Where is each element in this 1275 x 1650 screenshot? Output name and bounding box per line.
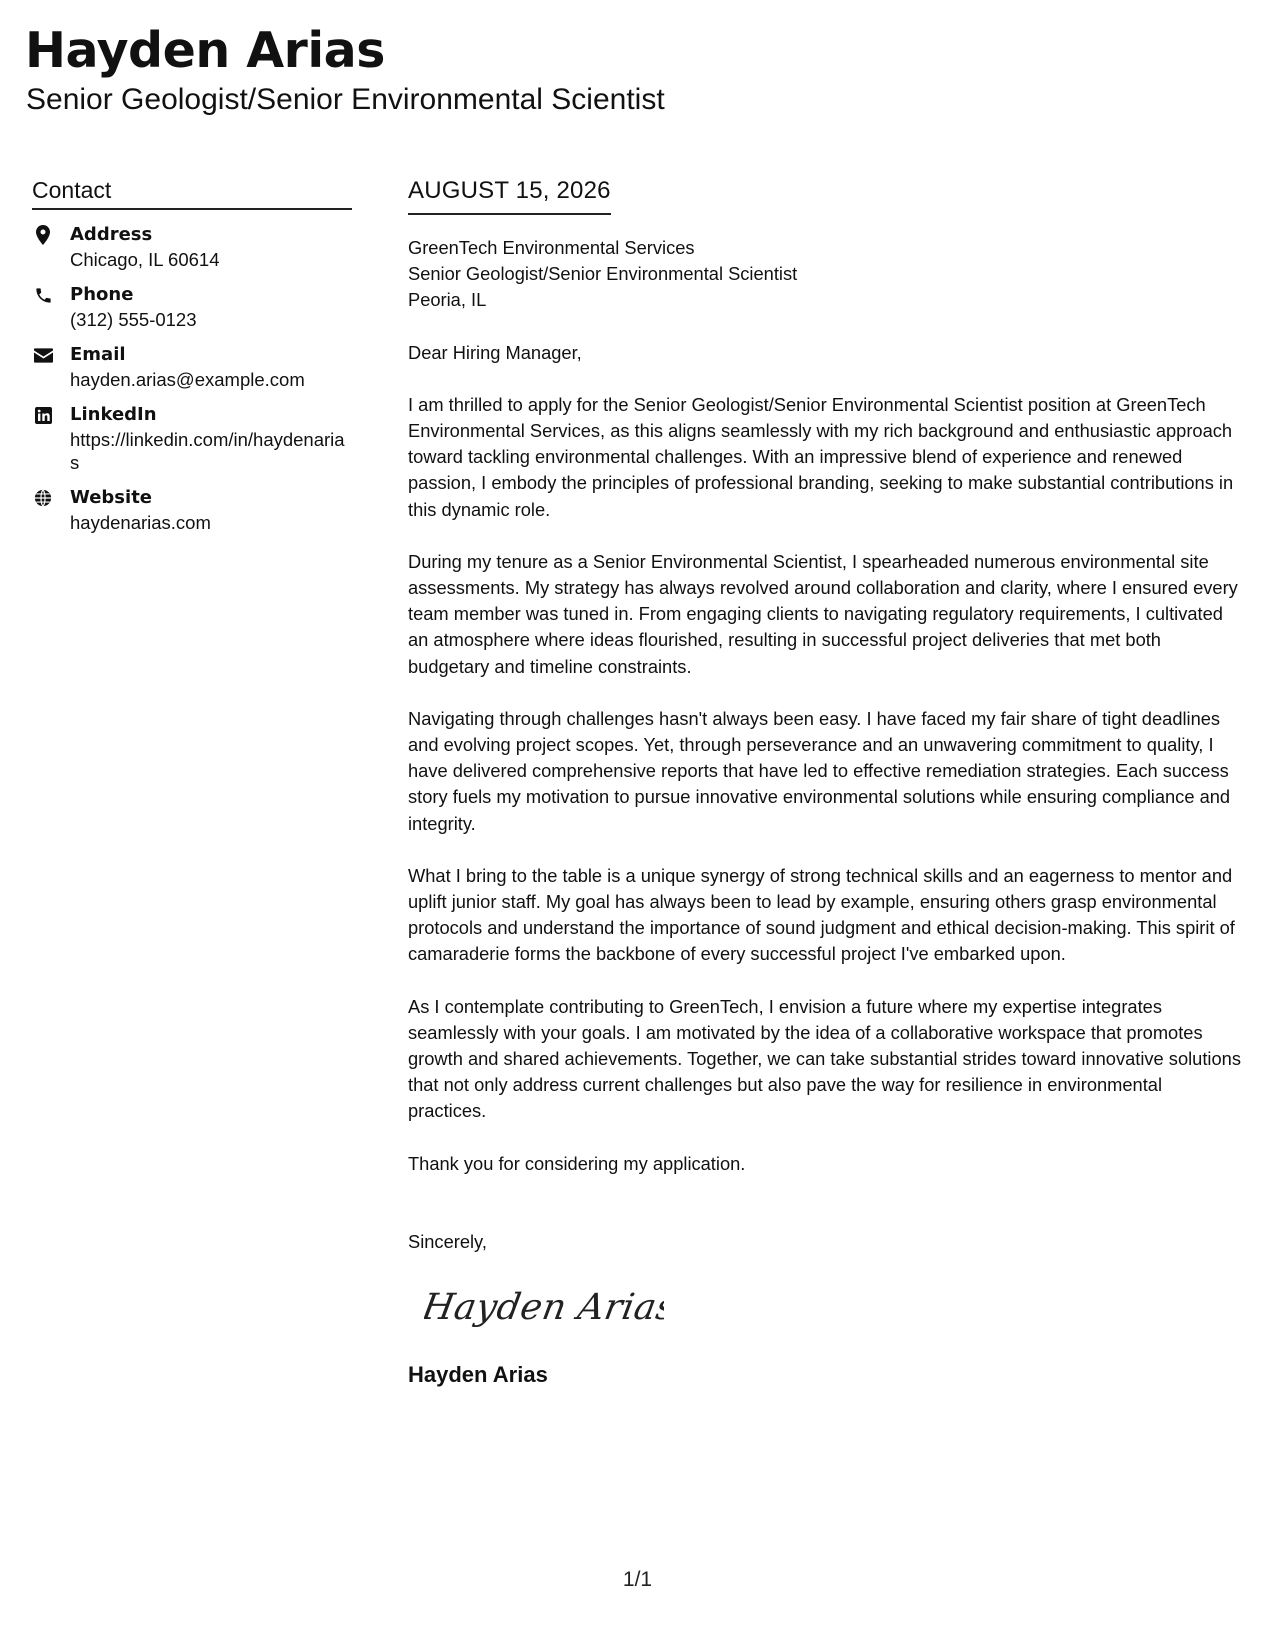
thanks-line: Thank you for considering my application. [408,1152,746,1174]
salutation: Dear Hiring Manager, [408,341,582,363]
map-pin-icon [32,225,54,245]
envelope-icon [32,345,54,365]
contact-website [32,485,352,534]
phone-icon [32,285,54,305]
applicant-title: Senior Geologist/Senior Environmental Scientist [26,83,665,116]
globe-icon [32,488,54,508]
paragraph: What I bring to the table is a unique synergy of strong technical skills and an eagerness to mentor and uplift junior staff. My goal has always been to lead by example, ensuring others grasp environmental protocols and understand the importance of sound judgment and ethical decision-making. This spirit of camaraderie forms the backbone of every successful project I've embarked upon. [408,864,1235,965]
contact-address [32,222,352,271]
contact-value[interactable]: hayden.arias@example.com [70,369,305,390]
closing: Sincerely, [408,1230,487,1252]
paragraph: During my tenure as a Senior Environmental Scientist, I spearheaded numerous environmental site assessments. My strategy has always revolved around collaboration and clarity, where I ensured every team member was tuned in. From engaging clients to navigating regulatory requirements, I cultivated an atmosphere where ideas flourished, resulting in successful project deliveries that met both budgetary and timeline constraints. [408,550,1238,677]
paragraph: I am thrilled to apply for the Senior Geologist/Senior Environmental Scientist position at GreenTech Environmental Services, as this aligns seamlessly with my rich background and enthusiastic approach toward tackling environmental challenges. With an impressive blend of experience and renewed passion, I embody the principles of professional branding, seeking to make substantial contributions in this dynamic role. [408,393,1234,520]
contact-sidebar [32,176,352,545]
signer-name: Hayden Arias [408,1362,548,1388]
linkedin-icon [32,405,54,425]
contact-email [32,342,352,391]
contact-value: (312) 555-0123 [70,309,197,330]
paragraph: Navigating through challenges hasn't always been easy. I have faced my fair share of tight deadlines and evolving project scopes. Yet, through perseverance and an unwavering commitment to quality, I have delivered comprehensive reports that have led to effective remediation strategies. Each success story fuels my motivation to pursue innovative environmental solutions while ensuring compliance and integrity. [408,707,1231,834]
contact-label: Email [70,344,126,365]
recipient-position: Senior Geologist/Senior Environmental Scientist [408,263,798,285]
recipient-company: GreenTech Environmental Services [408,237,695,258]
contact-label: Website [70,487,153,508]
contact-heading: Contact [32,176,352,210]
letter-body [408,176,1243,1389]
applicant-name: Hayden Arias [25,22,385,79]
contact-linkedin [32,402,352,474]
recipient-block [408,235,1243,314]
contact-label: Phone [70,284,134,305]
svg-text:Hayden Arias: Hayden Arias [424,1285,664,1329]
recipient-location: Peoria, IL [408,289,487,311]
contact-phone [32,282,352,331]
contact-value[interactable]: https://linkedin.com/in/haydenarias [70,429,345,473]
page-number: 1/1 [622,1568,653,1591]
letter-date: AUGUST 15, 2026 [408,176,611,215]
paragraph: As I contemplate contributing to GreenTech, I envision a future where my expertise integrates seamlessly with your goals. I am motivated by the idea of a collaborative workspace that promotes growth and shared achievements. Together, we can take substantial strides toward innovative solutions that not only address current challenges but also pave the way for resilience in environmental practices. [408,995,1241,1122]
contact-value: Chicago, IL 60614 [70,249,220,270]
contact-label: LinkedIn [70,404,157,425]
handwritten-signature [424,1277,1243,1337]
contact-value[interactable]: haydenarias.com [70,512,211,533]
contact-label: Address [70,224,153,245]
